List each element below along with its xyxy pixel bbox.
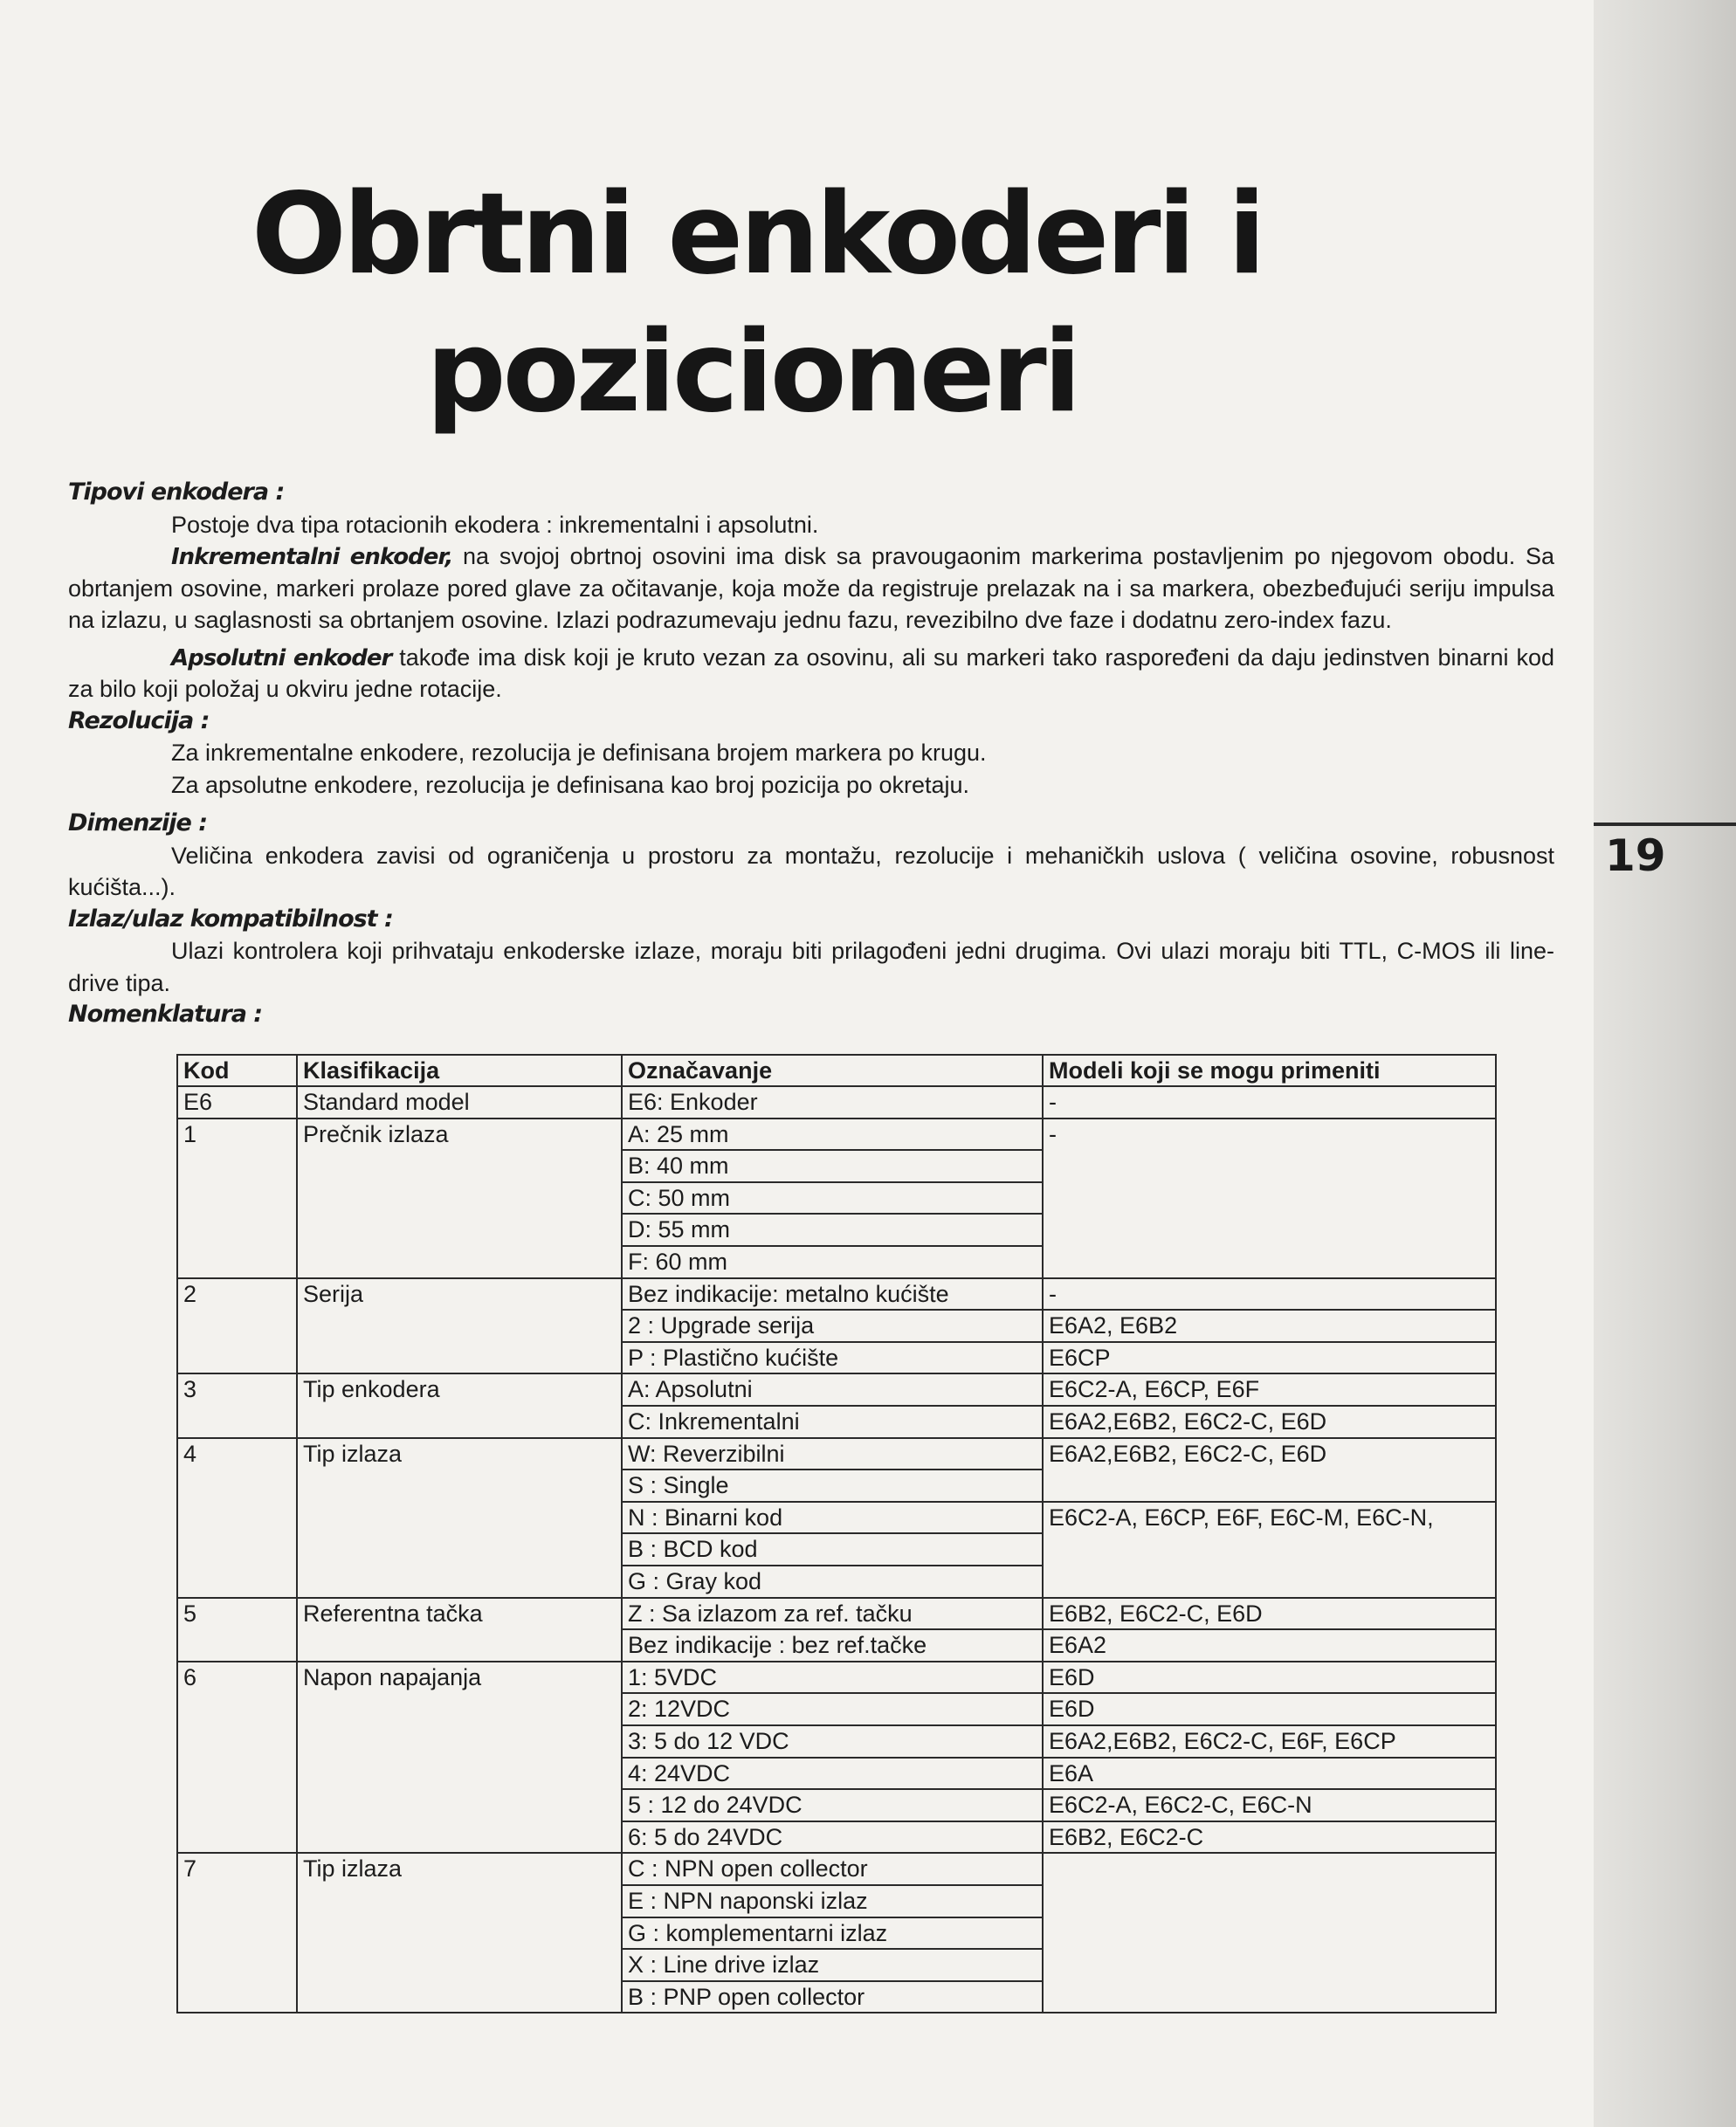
nomenclature-table [176,1054,1497,2014]
table-row [177,1373,1496,1406]
paragraph-dimenzije: Veličina enkodera zavisi od ograničenja u prostoru za montažu, rezolucije i mehaničkih uslova ( veličina osovine, robusnost kućišta...). [68,842,1554,900]
cell-classification: Serija [297,1278,622,1374]
title-line-1: Obrtni enkoderi i [251,169,1263,299]
cell-marking: W: Reverzibilni [622,1438,1043,1470]
cell-models: E6C2-A, E6CP, E6F, E6C-M, E6C-N, [1043,1502,1496,1598]
cell-code: 5 [177,1598,297,1662]
table-row [177,1662,1496,1694]
table-header-row [177,1055,1496,1087]
cell-marking: A: 25 mm [622,1119,1043,1151]
cell-models: E6A2,E6B2, E6C2-C, E6D [1043,1406,1496,1438]
cell-models: E6C2-A, E6CP, E6F [1043,1373,1496,1406]
cell-marking: Z : Sa izlazom za ref. tačku [622,1598,1043,1630]
table-row [177,1853,1496,1885]
cell-classification: Tip izlaza [297,1853,622,2013]
cell-models: E6D [1043,1693,1496,1725]
cell-classification: Tip izlaza [297,1438,622,1598]
paragraph-inkrementalni [68,540,1554,637]
cell-marking: D: 55 mm [622,1214,1043,1246]
term-inkrementalni: Inkrementalni enkoder, [171,544,453,570]
cell-marking: 1: 5VDC [622,1662,1043,1694]
cell-marking: F: 60 mm [622,1246,1043,1278]
cell-code: 6 [177,1662,297,1854]
cell-code: E6 [177,1086,297,1119]
cell-marking: A: Apsolutni [622,1373,1043,1406]
cell-marking: G : Gray kod [622,1566,1043,1598]
header-klasifikacija: Klasifikacija [297,1055,622,1087]
page-number-rule [1594,823,1736,826]
cell-models: - [1043,1086,1496,1119]
cell-models [1043,1853,1496,2013]
text-apsolutni: takođe ima disk koji je kruto vezan za osovinu, ali su markeri tako raspoređeni da daju jedinstven binarni kod za bilo koji položaj u okviru jedne rotacije. [68,644,1554,702]
cell-marking: 2 : Upgrade serija [622,1310,1043,1342]
cell-code: 2 [177,1278,297,1374]
header-modeli: Modeli koji se mogu primeniti [1043,1055,1496,1087]
paragraph-tipovi: Postoje dva tipa rotacionih ekodera : inkrementalni i apsolutni. [171,511,819,538]
paragraph-rezolucija-2: Za apsolutne enkodere, rezolucija je definisana kao broj pozicija po okretaju. [171,771,970,798]
cell-classification: Napon napajanja [297,1662,622,1854]
heading-nomenklatura: Nomenklatura : [68,1001,263,1028]
cell-models: - [1043,1278,1496,1311]
cell-marking: E : NPN naponski izlaz [622,1885,1043,1917]
cell-classification: Prečnik izlaza [297,1119,622,1278]
heading-izlaz-ulaz: Izlaz/ulaz kompatibilnost : [68,905,393,933]
table-row [177,1119,1496,1151]
cell-classification: Tip enkodera [297,1373,622,1437]
cell-marking: 4: 24VDC [622,1758,1043,1790]
header-oznacavanje: Označavanje [622,1055,1043,1087]
cell-marking: C: Inkrementalni [622,1406,1043,1438]
cell-code: 7 [177,1853,297,2013]
cell-marking: P : Plastično kućište [622,1342,1043,1374]
cell-models: E6B2, E6C2-C [1043,1821,1496,1854]
cell-marking: E6: Enkoder [622,1086,1043,1119]
paragraph-apsolutni [68,642,1554,706]
cell-marking: B : PNP open collector [622,1981,1043,2013]
cell-marking: X : Line drive izlaz [622,1949,1043,1981]
cell-classification: Referentna tačka [297,1598,622,1662]
cell-marking: 2: 12VDC [622,1693,1043,1725]
page-title [251,166,1554,442]
cell-code: 3 [177,1373,297,1437]
paragraph-rezolucija-1: Za inkrementalne enkodere, rezolucija je definisana brojem markera po krugu. [171,740,987,766]
cell-models: E6A2,E6B2, E6C2-C, E6F, E6CP [1043,1725,1496,1758]
paragraph-izlaz-ulaz: Ulazi kontrolera koji prihvataju enkoderske izlaze, moraju biti prilagođeni jedni drugima. Ovi ulazi moraju biti TTL, C-MOS ili line-drive tipa. [68,938,1554,996]
cell-classification: Standard model [297,1086,622,1119]
cell-code: 1 [177,1119,297,1278]
heading-tipovi: Tipovi enkodera : [68,478,285,506]
document-body [68,477,1554,1031]
table-row [177,1438,1496,1470]
cell-marking: Bez indikacije: metalno kućište [622,1278,1043,1311]
cell-marking: G : komplementarni izlaz [622,1917,1043,1950]
cell-marking: Bez indikacije : bez ref.tačke [622,1629,1043,1662]
table-body [177,1086,1496,2013]
cell-marking: B: 40 mm [622,1150,1043,1182]
cell-marking: S : Single [622,1470,1043,1502]
cell-marking: C: 50 mm [622,1182,1043,1215]
cell-marking: C : NPN open collector [622,1853,1043,1885]
cell-models: E6D [1043,1662,1496,1694]
cell-models: E6A [1043,1758,1496,1790]
cell-models: E6A2, E6B2 [1043,1310,1496,1342]
cell-models: E6C2-A, E6C2-C, E6C-N [1043,1789,1496,1821]
cell-marking: 5 : 12 do 24VDC [622,1789,1043,1821]
cell-code: 4 [177,1438,297,1598]
heading-rezolucija: Rezolucija : [68,706,210,734]
cell-models: E6A2,E6B2, E6C2-C, E6D [1043,1438,1496,1502]
cell-models: E6B2, E6C2-C, E6D [1043,1598,1496,1630]
title-line-2: pozicioneri [426,307,1078,437]
cell-marking: 3: 5 do 12 VDC [622,1725,1043,1758]
cell-models: E6A2 [1043,1629,1496,1662]
term-apsolutni: Apsolutni enkoder [171,644,392,671]
table-row [177,1598,1496,1630]
page-edge-shadow [1594,0,1736,2127]
text-inkrementalni: na svojoj obrtnoj osovini ima disk sa pravougaonim markerima postavljenim po njegovom obodu. Sa obrtanjem osovine, markeri prolaze pored glave za očitavanje, koja može da registruje prelazak na i sa markera, obezbeđujući seriju impulsa na izlazu, u saglasnosti sa obrtanjem osovine. Izlazi podrazumevaju jednu fazu, revezibilno dve faze i dodatnu zero-index fazu. [68,543,1554,633]
cell-marking: N : Binarni kod [622,1502,1043,1534]
page-number: 19 [1605,830,1666,881]
cell-models: E6CP [1043,1342,1496,1374]
heading-dimenzije: Dimenzije : [68,809,208,836]
header-kod: Kod [177,1055,297,1087]
table-row [177,1086,1496,1119]
cell-models: - [1043,1119,1496,1278]
cell-marking: B : BCD kod [622,1533,1043,1566]
cell-marking: 6: 5 do 24VDC [622,1821,1043,1854]
table-row [177,1278,1496,1311]
